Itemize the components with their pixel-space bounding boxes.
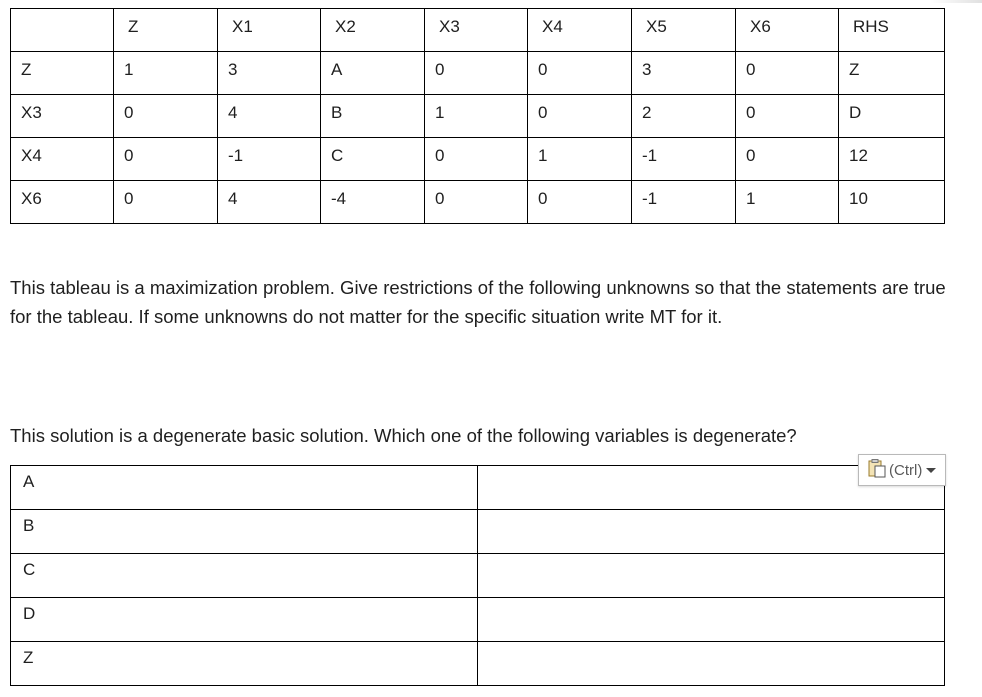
answer-value-cell[interactable] bbox=[478, 642, 945, 686]
table-cell[interactable]: 4 bbox=[218, 181, 321, 224]
table-cell[interactable]: Z bbox=[839, 52, 945, 95]
table-cell[interactable]: 0 bbox=[425, 181, 528, 224]
answer-value-cell[interactable] bbox=[478, 554, 945, 598]
tableau-row-z bbox=[11, 52, 945, 95]
header-cell-x5[interactable]: X5 bbox=[632, 9, 736, 52]
table-cell[interactable]: 0 bbox=[528, 95, 632, 138]
row-label-cell[interactable]: Z bbox=[11, 52, 114, 95]
row-label-cell[interactable]: X3 bbox=[11, 95, 114, 138]
table-cell[interactable]: 0 bbox=[528, 181, 632, 224]
answer-value-cell[interactable] bbox=[478, 510, 945, 554]
table-cell[interactable]: 12 bbox=[839, 138, 945, 181]
row-label-cell[interactable]: X4 bbox=[11, 138, 114, 181]
table-cell[interactable]: 0 bbox=[425, 138, 528, 181]
table-cell[interactable]: -4 bbox=[321, 181, 425, 224]
table-cell[interactable]: B bbox=[321, 95, 425, 138]
window-edge-shadow bbox=[930, 0, 982, 3]
table-cell[interactable]: 0 bbox=[736, 52, 839, 95]
tableau-header-row bbox=[11, 9, 945, 52]
paste-options-label: (Ctrl) bbox=[889, 461, 923, 479]
table-cell[interactable]: 4 bbox=[218, 95, 321, 138]
header-cell-z[interactable]: Z bbox=[114, 9, 218, 52]
table-cell[interactable]: D bbox=[839, 95, 945, 138]
table-cell[interactable]: 1 bbox=[528, 138, 632, 181]
row-label-cell[interactable]: X6 bbox=[11, 181, 114, 224]
table-cell[interactable]: 0 bbox=[114, 138, 218, 181]
paste-options-button[interactable] bbox=[858, 454, 946, 486]
answer-label-cell[interactable]: B bbox=[11, 510, 478, 554]
answer-table bbox=[10, 465, 945, 686]
answer-row bbox=[11, 510, 945, 554]
answer-row bbox=[11, 642, 945, 686]
table-cell[interactable]: 1 bbox=[736, 181, 839, 224]
simplex-tableau bbox=[10, 8, 945, 224]
header-cell-x2[interactable]: X2 bbox=[321, 9, 425, 52]
table-cell[interactable]: A bbox=[321, 52, 425, 95]
header-cell-x4[interactable]: X4 bbox=[528, 9, 632, 52]
answer-label-cell[interactable]: Z bbox=[11, 642, 478, 686]
header-cell-corner[interactable] bbox=[11, 9, 114, 52]
tableau-row-x4 bbox=[11, 138, 945, 181]
answer-label-cell[interactable]: D bbox=[11, 598, 478, 642]
table-cell[interactable]: 2 bbox=[632, 95, 736, 138]
question-paragraph: This solution is a degenerate basic solution. Which one of the following variables is degenerate? bbox=[10, 425, 797, 446]
header-cell-x6[interactable]: X6 bbox=[736, 9, 839, 52]
table-cell[interactable]: 1 bbox=[114, 52, 218, 95]
header-cell-rhs[interactable]: RHS bbox=[839, 9, 945, 52]
table-cell[interactable]: 0 bbox=[114, 181, 218, 224]
table-cell[interactable]: -1 bbox=[632, 181, 736, 224]
answer-row bbox=[11, 466, 945, 510]
answer-value-cell[interactable] bbox=[478, 598, 945, 642]
table-cell[interactable]: 0 bbox=[528, 52, 632, 95]
table-cell[interactable]: 3 bbox=[632, 52, 736, 95]
header-cell-x3[interactable]: X3 bbox=[425, 9, 528, 52]
table-cell[interactable]: -1 bbox=[632, 138, 736, 181]
table-cell[interactable]: 0 bbox=[736, 95, 839, 138]
tableau-row-x3 bbox=[11, 95, 945, 138]
table-cell[interactable]: 0 bbox=[736, 138, 839, 181]
answer-label-cell[interactable]: A bbox=[11, 466, 478, 510]
answer-label-cell[interactable]: C bbox=[11, 554, 478, 598]
header-cell-x1[interactable]: X1 bbox=[218, 9, 321, 52]
instructions-paragraph: This tableau is a maximization problem. Give restrictions of the following unknowns so that the statements are true for the tableau. If some unknowns do not matter for the specific situation write MT for it. bbox=[10, 277, 946, 327]
table-cell[interactable]: -1 bbox=[218, 138, 321, 181]
chevron-down-icon bbox=[926, 468, 936, 473]
table-cell[interactable]: 0 bbox=[114, 95, 218, 138]
table-cell[interactable]: 10 bbox=[839, 181, 945, 224]
table-cell[interactable]: 3 bbox=[218, 52, 321, 95]
table-cell[interactable]: 1 bbox=[425, 95, 528, 138]
answer-row bbox=[11, 554, 945, 598]
clipboard-icon bbox=[867, 458, 889, 482]
answer-row bbox=[11, 598, 945, 642]
tableau-row-x6 bbox=[11, 181, 945, 224]
table-cell[interactable]: C bbox=[321, 138, 425, 181]
table-cell[interactable]: 0 bbox=[425, 52, 528, 95]
